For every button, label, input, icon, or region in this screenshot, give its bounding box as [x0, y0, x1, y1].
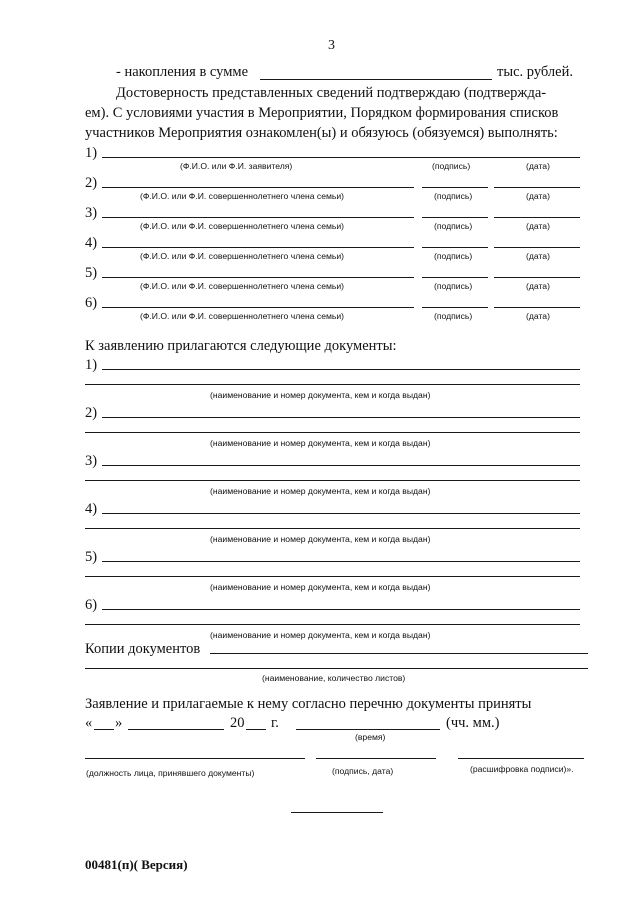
- decode-field[interactable]: [458, 758, 584, 759]
- document-4-field[interactable]: [102, 513, 580, 514]
- signer-date-caption: (дата): [526, 311, 550, 321]
- signer-date-caption: (дата): [526, 221, 550, 231]
- date-quote-open: «: [85, 715, 93, 731]
- signer-date-caption: (дата): [526, 281, 550, 291]
- signer-sign-caption: (подпись): [434, 251, 473, 261]
- copies-caption: (наименование, количество листов): [262, 673, 406, 683]
- document-number: 5): [85, 549, 98, 565]
- signer-number: 6): [85, 295, 98, 311]
- signer-name-caption: (Ф.И.О. или Ф.И. совершеннолетнего члена семьи): [140, 281, 345, 291]
- document-caption: (наименование и номер документа, кем и когда выдан): [210, 486, 431, 496]
- signer-sign-caption: (подпись): [434, 221, 473, 231]
- signer-number: 3): [85, 205, 98, 221]
- document-6-field[interactable]: [102, 609, 580, 610]
- document-caption: (наименование и номер документа, кем и когда выдан): [210, 582, 431, 592]
- signer-4-sign-field[interactable]: [422, 247, 488, 248]
- signer-name-caption: (Ф.И.О. или Ф.И. совершеннолетнего члена семьи): [140, 191, 345, 201]
- signer-name-caption: (Ф.И.О. или Ф.И. совершеннолетнего члена семьи): [140, 311, 345, 321]
- signer-sign-caption: (подпись): [434, 281, 473, 291]
- document-number: 3): [85, 453, 98, 469]
- document-5-field[interactable]: [102, 561, 580, 562]
- signer-date-caption: (дата): [526, 251, 550, 261]
- signer-6-date-field[interactable]: [494, 307, 580, 308]
- official-sign-field[interactable]: [316, 758, 436, 759]
- signer-number: 4): [85, 235, 98, 251]
- signer-2-name-field[interactable]: [102, 187, 414, 188]
- document-1-field-continued[interactable]: [85, 384, 580, 385]
- date-quote-close: »: [115, 715, 123, 731]
- document-caption: (наименование и номер документа, кем и когда выдан): [210, 534, 431, 544]
- day-field[interactable]: [94, 729, 114, 730]
- savings-unit: тыс. рублей.: [497, 64, 573, 80]
- signer-sign-caption: (подпись): [434, 311, 473, 321]
- document-number: 1): [85, 357, 98, 373]
- document-2-field[interactable]: [102, 417, 580, 418]
- signer-number: 5): [85, 265, 98, 281]
- document-number: 6): [85, 597, 98, 613]
- signer-name-caption: (Ф.И.О. или Ф.И. совершеннолетнего члена семьи): [140, 221, 345, 231]
- paragraph-line-1: Достоверность представленных сведений подтверждаю (подтвержда-: [116, 85, 547, 101]
- document-caption: (наименование и номер документа, кем и когда выдан): [210, 438, 431, 448]
- signer-5-date-field[interactable]: [494, 277, 580, 278]
- copies-field[interactable]: [210, 653, 588, 654]
- time-caption: (время): [355, 732, 386, 742]
- signer-4-date-field[interactable]: [494, 247, 580, 248]
- document-5-field-continued[interactable]: [85, 576, 580, 577]
- page-number: 3: [328, 38, 335, 53]
- year-suffix: г.: [271, 715, 279, 731]
- document-1-field[interactable]: [102, 369, 580, 370]
- signer-3-name-field[interactable]: [102, 217, 414, 218]
- year-field[interactable]: [246, 729, 266, 730]
- position-caption: (должность лица, принявшего документы): [86, 768, 255, 778]
- time-field[interactable]: [296, 729, 440, 730]
- signer-sign-caption: (подпись): [432, 161, 471, 171]
- documents-heading: К заявлению прилагаются следующие документы:: [85, 338, 397, 354]
- signer-5-sign-field[interactable]: [422, 277, 488, 278]
- official-sign-caption: (подпись, дата): [332, 766, 394, 776]
- signer-number: 2): [85, 175, 98, 191]
- signer-date-caption: (дата): [526, 161, 550, 171]
- document-2-field-continued[interactable]: [85, 432, 580, 433]
- signer-date-caption: (дата): [526, 191, 550, 201]
- document-number: 2): [85, 405, 98, 421]
- end-separator: [291, 812, 383, 813]
- document-caption: (наименование и номер документа, кем и когда выдан): [210, 390, 431, 400]
- savings-label: - накопления в сумме: [116, 64, 249, 80]
- document-caption: (наименование и номер документа, кем и когда выдан): [210, 630, 431, 640]
- signer-2-sign-field[interactable]: [422, 187, 488, 188]
- signer-number: 1): [85, 145, 98, 161]
- month-field[interactable]: [128, 729, 224, 730]
- signer-name-caption: (Ф.И.О. или Ф.И. совершеннолетнего члена семьи): [140, 251, 345, 261]
- copies-label: Копии документов: [85, 641, 201, 657]
- document-3-field-continued[interactable]: [85, 480, 580, 481]
- document-3-field[interactable]: [102, 465, 580, 466]
- signer-4-name-field[interactable]: [102, 247, 414, 248]
- accepted-text: Заявление и прилагаемые к нему согласно перечню документы приняты: [85, 696, 532, 712]
- signer-6-name-field[interactable]: [102, 307, 414, 308]
- decode-caption: (расшифровка подписи)».: [470, 764, 574, 774]
- signer-3-sign-field[interactable]: [422, 217, 488, 218]
- time-suffix: (чч. мм.): [446, 715, 500, 731]
- savings-amount-field[interactable]: [260, 79, 492, 80]
- document-number: 4): [85, 501, 98, 517]
- paragraph-line-3: участников Мероприятия ознакомлен(ы) и обязуюсь (обязуемся) выполнять:: [85, 125, 558, 141]
- document-6-field-continued[interactable]: [85, 624, 580, 625]
- year-prefix: 20: [230, 715, 245, 731]
- signer-2-date-field[interactable]: [494, 187, 580, 188]
- form-code: 00481(п)( Версия): [85, 857, 188, 872]
- signer-sign-caption: (подпись): [434, 191, 473, 201]
- copies-field-continued[interactable]: [85, 668, 588, 669]
- paragraph-line-2: ем). С условиями участия в Мероприятии, Порядком формирования списков: [85, 105, 559, 121]
- signer-1-field[interactable]: [102, 157, 580, 158]
- signer-6-sign-field[interactable]: [422, 307, 488, 308]
- signer-name-caption: (Ф.И.О. или Ф.И. заявителя): [180, 161, 293, 171]
- signer-5-name-field[interactable]: [102, 277, 414, 278]
- position-field[interactable]: [85, 758, 305, 759]
- signer-3-date-field[interactable]: [494, 217, 580, 218]
- document-4-field-continued[interactable]: [85, 528, 580, 529]
